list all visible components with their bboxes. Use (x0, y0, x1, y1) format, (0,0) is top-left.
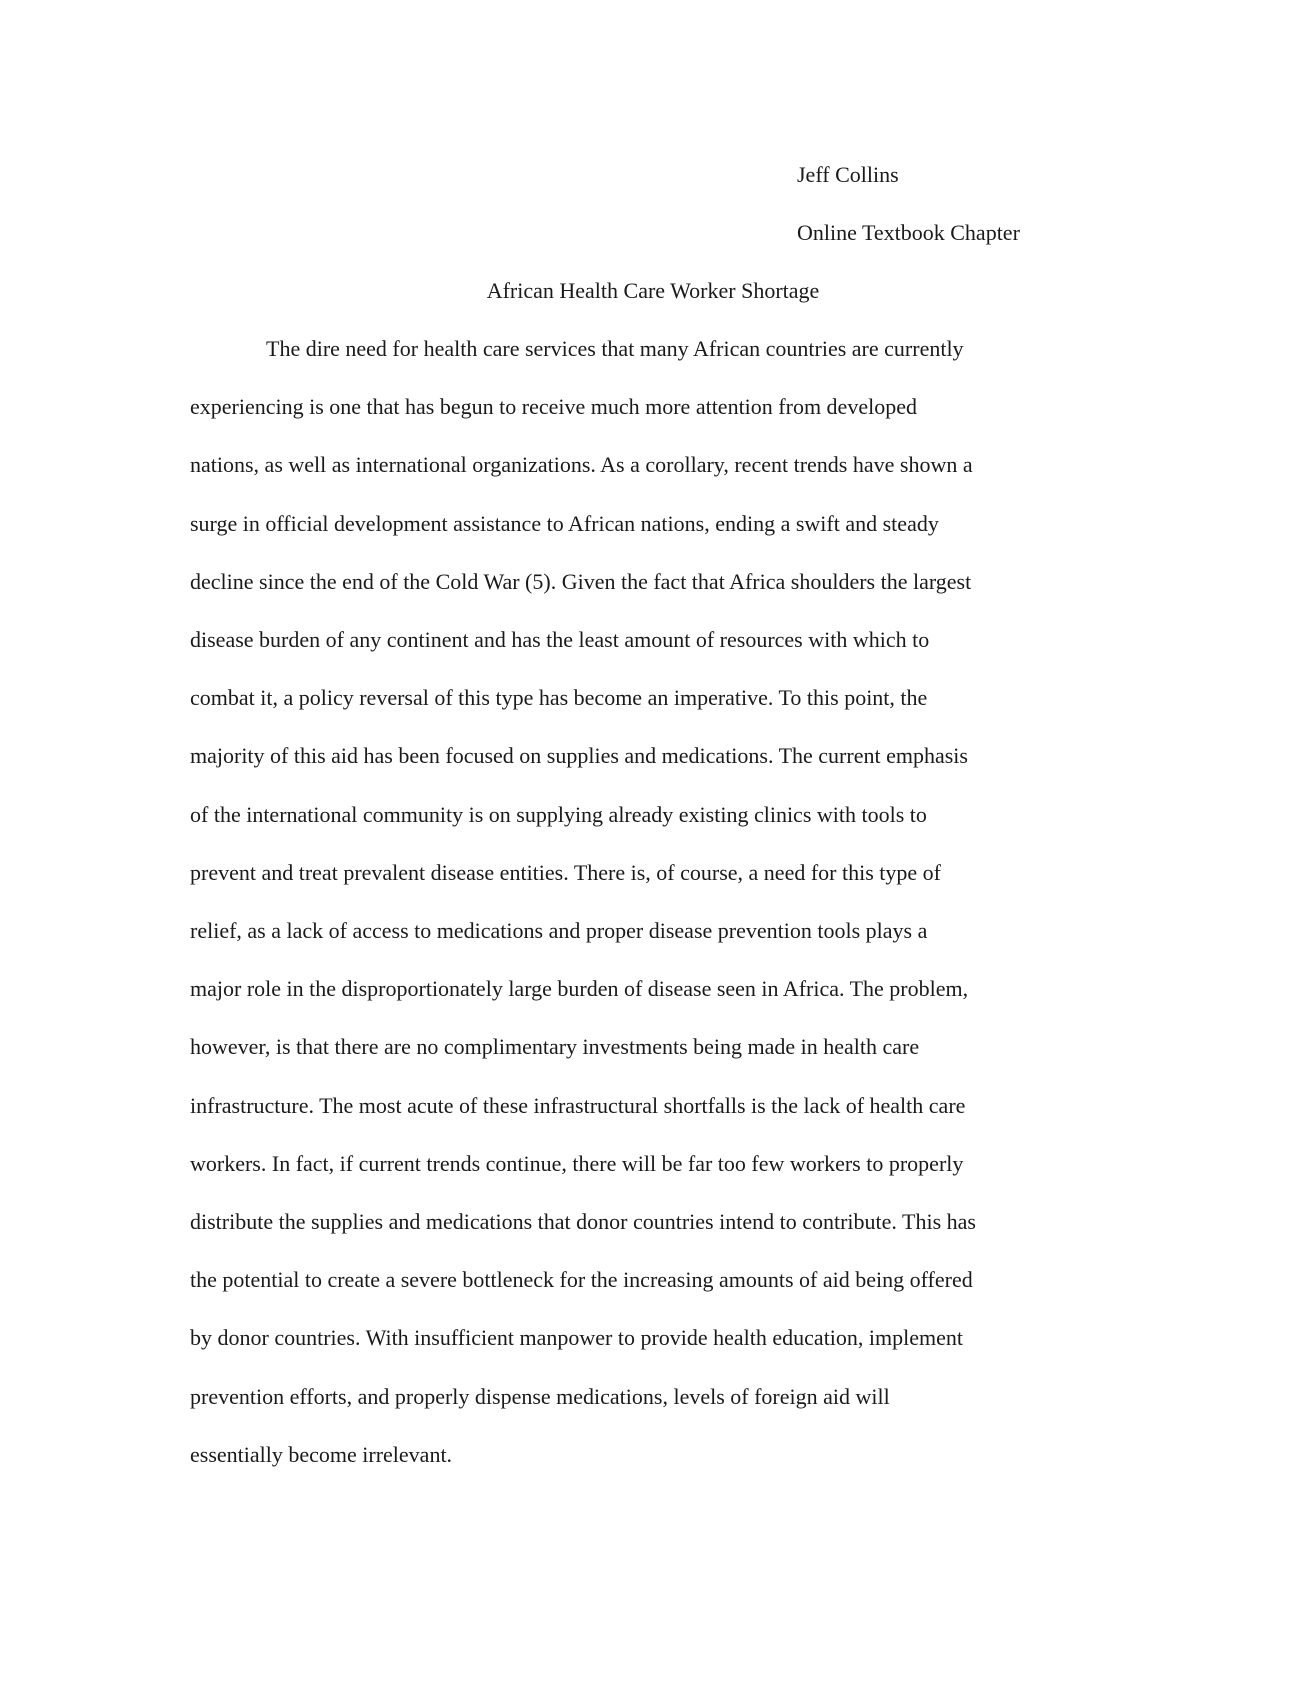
header-block (797, 146, 1020, 262)
paragraph-line: by donor countries. With insufficient manpower to provide health education, implement (190, 1325, 964, 1351)
paragraph-line: the potential to create a severe bottleneck for the increasing amounts of aid being offered (190, 1267, 973, 1293)
paragraph-line: essentially become irrelevant. (190, 1441, 453, 1467)
paragraph-line: however, is that there are no complimentary investments being made in health care (190, 1034, 920, 1060)
document-title: African Health Care Worker Shortage (486, 278, 820, 303)
body-paragraph (190, 320, 1110, 1484)
author-name: Jeff Collins (797, 162, 899, 187)
paragraph-line: nations, as well as international organizations. As a corollary, recent trends have shown a (190, 452, 973, 478)
paragraph-line: combat it, a policy reversal of this type has become an imperative. To this point, the (190, 685, 928, 711)
paragraph-line: workers. In fact, if current trends continue, there will be far too few workers to properly (190, 1150, 964, 1176)
course-name: Online Textbook Chapter (797, 220, 1020, 245)
paragraph-line: majority of this aid has been focused on supplies and medications. The current emphasis (190, 743, 968, 769)
paragraph-line: decline since the end of the Cold War (5). Given the fact that Africa shoulders the largest (190, 568, 972, 594)
paragraph-line: prevent and treat prevalent disease entities. There is, of course, a need for this type of (190, 859, 941, 885)
paragraph-line: The dire need for health care services that many African countries are currently (266, 336, 964, 361)
paragraph-line: disease burden of any continent and has the least amount of resources with which to (190, 627, 930, 653)
paragraph-line: prevention efforts, and properly dispense medications, levels of foreign aid will (190, 1383, 890, 1409)
paragraph-line: relief, as a lack of access to medications and proper disease prevention tools plays a (190, 918, 928, 944)
paragraph-line: major role in the disproportionately large burden of disease seen in Africa. The problem, (190, 976, 969, 1002)
paragraph-line: infrastructure. The most acute of these infrastructural shortfalls is the lack of health care (190, 1092, 966, 1118)
paragraph-line: surge in official development assistance to African nations, ending a swift and steady (190, 510, 939, 536)
paragraph-line: of the international community is on supplying already existing clinics with tools to (190, 801, 927, 827)
paragraph-line: experiencing is one that has begun to receive much more attention from developed (190, 394, 917, 420)
paragraph-line: distribute the supplies and medications that donor countries intend to contribute. This has (190, 1209, 976, 1235)
